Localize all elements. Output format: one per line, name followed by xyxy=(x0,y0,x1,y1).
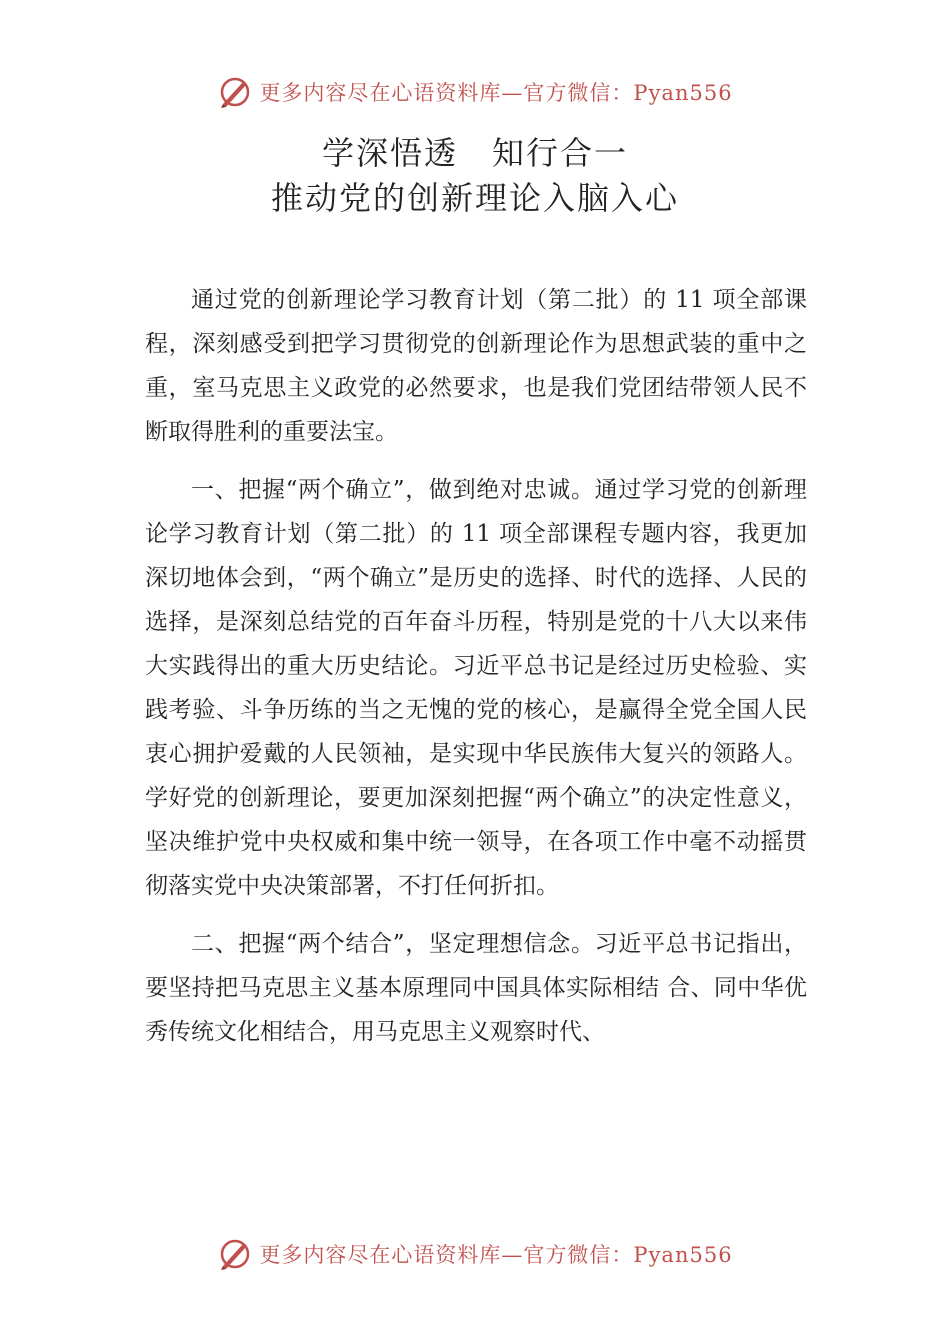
pen-logo-icon xyxy=(217,74,253,110)
title-line-1: 学深悟透 知行合一 xyxy=(321,134,628,172)
paragraph-section-2: 二、把握“两个结合”，坚定理想信念。习近平总书记指出，要坚持把马克思主义基本原理同中国具体实际相结 合、同中华优秀传统文化相结合，用马克思主义观察时代、 xyxy=(145,931,807,1045)
pen-logo-icon xyxy=(217,1236,253,1272)
header-banner-text: 更多内容尽在心语资料库—官方微信：Pyan556 xyxy=(259,81,733,105)
header-banner xyxy=(0,72,950,112)
title-line-2: 推动党的创新理论入脑入心 xyxy=(270,179,679,217)
paragraph-section-1: 一、把握“两个确立”，做到绝对忠诚。通过学习党的创新理论学习教育计划（第二批）的 11 项全部课程专题内容，我更加深切地体会到，“两个确立”是历史的选择、时代的选择、人民的选择，是深刻总结党的百年奋斗历程，特别是党的十八大以来伟大实践得出的重大历史结论。习近平总书记是经过历史检验、实践考验、斗争历练的当之无愧的党的核心，是赢得全党全国人民衷心拥护爱戴的人民领袖，是实现中华民族伟大复兴的领路人。学好党的创新理论，要更加深刻把握“两个确立”的决定性意义，坚决维护党中央权威和集中统一领导，在各项工作中毫不动摇贯彻落实党中央决策部署，不打任何折扣。 xyxy=(145,477,807,899)
paragraph-intro: 通过党的创新理论学习教育计划（第二批）的 11 项全部课程，深刻感受到把学习贯彻党的创新理论作为思想武装的重中之重，室马克思主义政党的必然要求，也是我们党团结带领人民不断取得胜利的重要法宝。 xyxy=(145,287,807,445)
document-body xyxy=(145,278,807,1068)
footer-banner xyxy=(0,1234,950,1274)
footer-banner-text: 更多内容尽在心语资料库—官方微信：Pyan556 xyxy=(259,1243,733,1267)
